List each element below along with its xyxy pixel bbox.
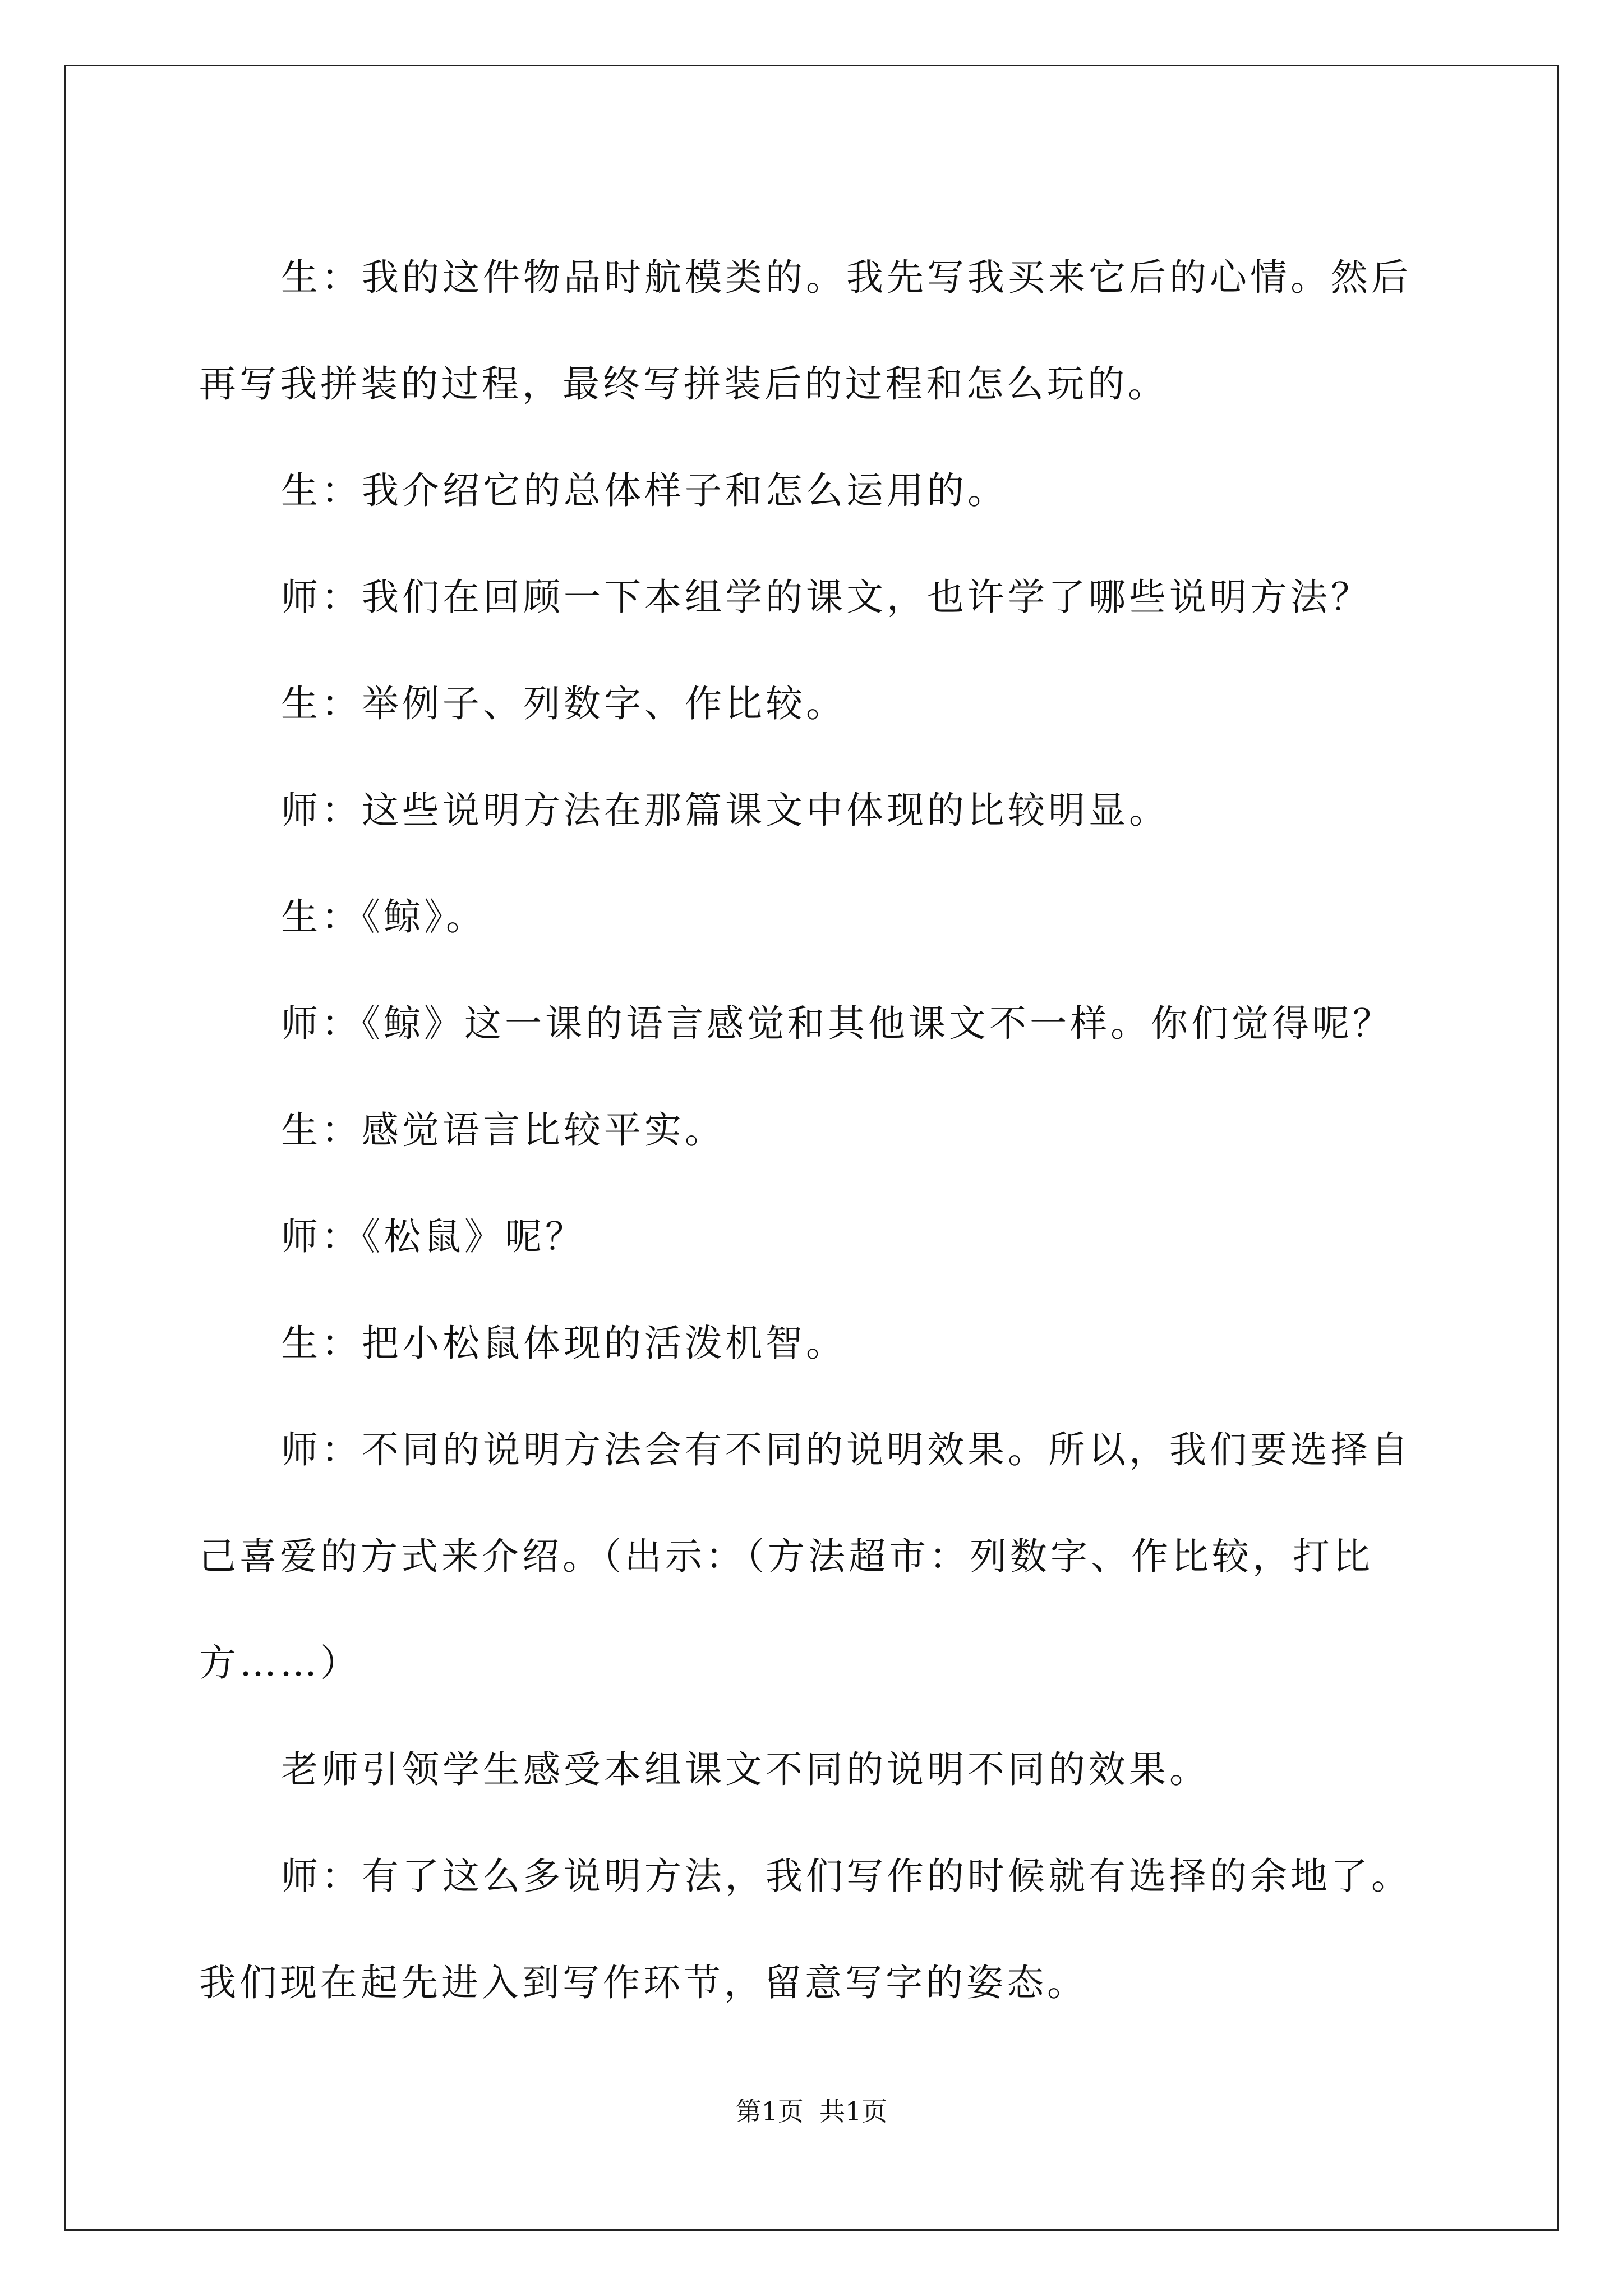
- paragraph: 老师引领学生感受本组课文不同的说明不同的效果。: [281, 1748, 1210, 1791]
- paragraph: 生：把小松鼠体现的活泼机智。: [281, 1322, 846, 1365]
- paragraph: 生：我的这件物品时航模类的。我先写我买来它后的心情。然后再写我拼装的过程，最终写拼装后的过程和怎么玩的。: [199, 256, 1412, 406]
- paragraph: 师：《鲸》这一课的语言感觉和其他课文不一样。你们觉得呢？: [281, 1002, 1393, 1045]
- paragraph: 生：感觉语言比较平实。: [281, 1108, 725, 1152]
- page-total: 共1页: [819, 2096, 888, 2127]
- document-body: [199, 224, 1433, 2036]
- paragraph: 生：举例子、列数字、作比较。: [281, 682, 846, 725]
- paragraph: 师：不同的说明方法会有不同的说明效果。所以，我们要选择自己喜爱的方式来介绍。（出示：（方法超市：列数字、作比较，打比方……）: [199, 1428, 1412, 1685]
- paragraph: 生：我介绍它的总体样子和怎么运用的。: [281, 469, 1008, 512]
- paragraph: 师：《松鼠》呢？: [281, 1215, 585, 1258]
- paragraph: 师：这些说明方法在那篇课文中体现的比较明显。: [281, 789, 1169, 832]
- page-footer: [0, 2091, 1623, 2128]
- page-number: 第1页: [735, 2096, 804, 2127]
- paragraph: 师：有了这么多说明方法，我们写作的时候就有选择的余地了。我们现在起先进入到写作环节，留意写字的姿态。: [199, 1855, 1412, 2004]
- paragraph: 师：我们在回顾一下本组学的课文，也许学了哪些说明方法？: [281, 576, 1371, 619]
- paragraph: 生：《鲸》。: [281, 895, 486, 938]
